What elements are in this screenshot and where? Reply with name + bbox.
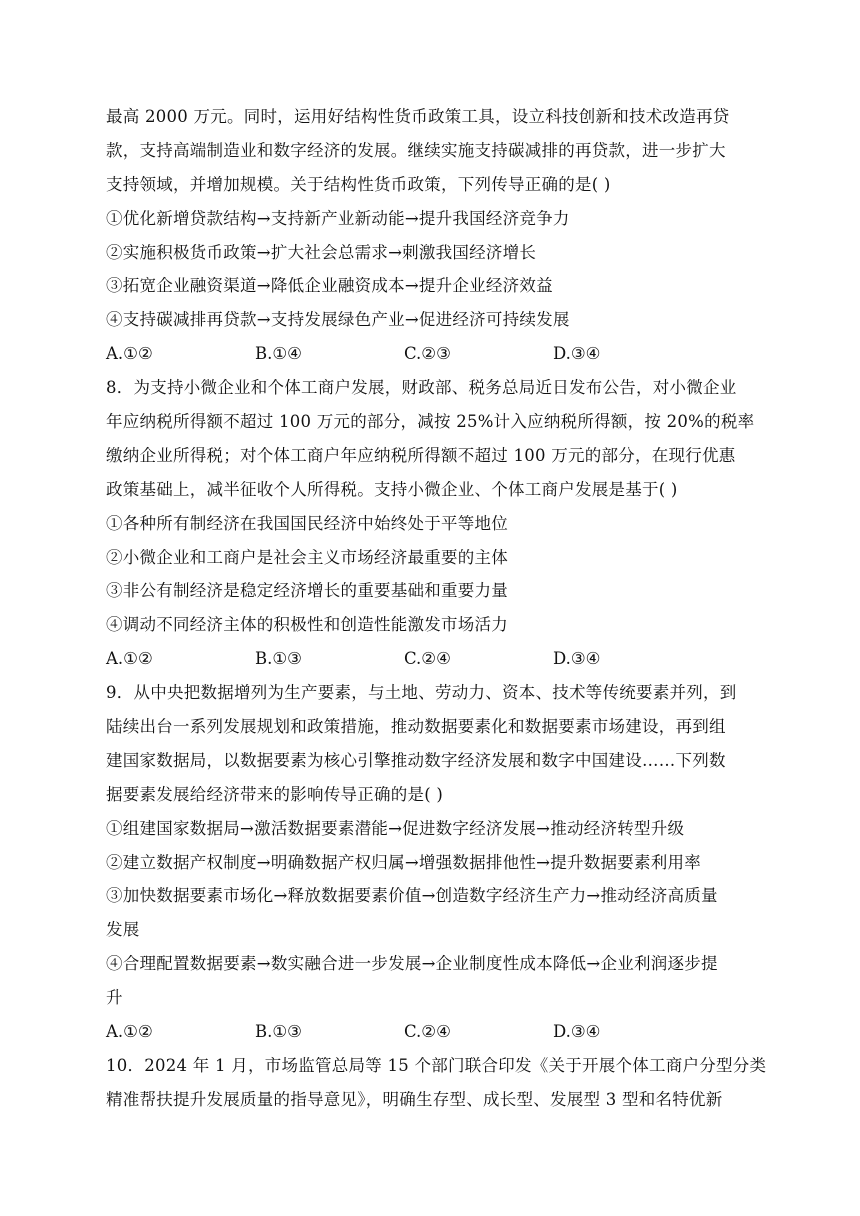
question-9 — [106, 676, 766, 1049]
answer-options — [106, 337, 766, 371]
statement-2: ②实施积极货币政策→扩大社会总需求→刺激我国经济增长 — [106, 242, 537, 262]
option-a: A.①② — [106, 649, 153, 669]
statement-1: ①各种所有制经济在我国国民经济中始终处于平等地位 — [106, 513, 508, 533]
question-text-line: 建国家数据局，以数据要素为核心引擎推动数字经济发展和数字中国建设……下列数 — [106, 750, 726, 770]
question-text-line: 年应纳税所得额不超过 100 万元的部分，减按 25%计入应纳税所得额，按 20%的税率 — [106, 412, 755, 432]
option-b: B.①③ — [255, 649, 302, 669]
question-10 — [106, 1049, 766, 1117]
statement-3-continued: 发展 — [106, 920, 140, 940]
question-text-line: 支持领域，并增加规模。关于结构性货币政策，下列传导正确的是( ) — [106, 174, 611, 194]
question-text-line: 据要素发展给经济带来的影响传导正确的是( ) — [106, 784, 444, 804]
question-text-line: 陆续出台一系列发展规划和政策措施，推动数据要素化和数据要素市场建设，再到组 — [106, 717, 726, 737]
statement-3: ③拓宽企业融资渠道→降低企业融资成本→提升企业经济效益 — [106, 276, 553, 296]
statement-3: ③加快数据要素市场化→释放数据要素价值→创造数字经济生产力→推动经济高质量 — [106, 886, 718, 906]
statement-4-continued: 升 — [106, 988, 123, 1008]
question-8 — [106, 371, 766, 676]
option-c: C.②④ — [404, 1022, 451, 1042]
option-c: C.②③ — [404, 344, 451, 364]
option-d: D.③④ — [553, 344, 601, 364]
option-d: D.③④ — [553, 1022, 601, 1042]
option-c: C.②④ — [404, 649, 451, 669]
option-a: A.①② — [106, 1022, 153, 1042]
statement-2: ②建立数据产权制度→明确数据产权归属→增强数据排他性→提升数据要素利用率 — [106, 852, 701, 872]
question-text-line: 政策基础上，减半征收个人所得税。支持小微企业、个体工商户发展是基于( ) — [106, 479, 678, 499]
answer-options — [106, 642, 766, 676]
question-text-line: 9．从中央把数据增列为生产要素，与土地、劳动力、资本、技术等传统要素并列，到 — [106, 683, 737, 703]
answer-options — [106, 1015, 766, 1049]
statement-4: ④调动不同经济主体的积极性和创造性能激发市场活力 — [106, 615, 508, 635]
statement-4: ④合理配置数据要素→数实融合进一步发展→企业制度性成本降低→企业利润逐步提 — [106, 954, 718, 974]
document-page — [106, 100, 766, 1117]
statement-1: ①优化新增贷款结构→支持新产业新动能→提升我国经济竞争力 — [106, 208, 570, 228]
option-b: B.①④ — [255, 344, 302, 364]
question-text-line: 最高 2000 万元。同时，运用好结构性货币政策工具，设立科技创新和技术改造再贷 — [106, 107, 730, 126]
statement-2: ②小微企业和工商户是社会主义市场经济最重要的主体 — [106, 547, 508, 567]
option-a: A.①② — [106, 344, 153, 364]
option-b: B.①③ — [255, 1022, 302, 1042]
question-7 — [106, 100, 766, 371]
option-d: D.③④ — [553, 649, 601, 669]
statement-4: ④支持碳减排再贷款→支持发展绿色产业→促进经济可持续发展 — [106, 310, 570, 330]
statement-1: ①组建国家数据局→激活数据要素潜能→促进数字经济发展→推动经济转型升级 — [106, 818, 685, 838]
question-text-line: 缴纳企业所得税；对个体工商户年应纳税所得额不超过 100 万元的部分，在现行优惠 — [106, 445, 736, 465]
question-text-line: 款，支持高端制造业和数字经济的发展。继续实施支持碳减排的再贷款，进一步扩大 — [106, 140, 726, 160]
question-text-line: 精准帮扶提升发展质量的指导意见》，明确生存型、成长型、发展型 3 型和名特优新 — [106, 1089, 723, 1109]
statement-3: ③非公有制经济是稳定经济增长的重要基础和重要力量 — [106, 581, 508, 601]
question-text-line: 10．2024 年 1 月，市场监管总局等 15 个部门联合印发《关于开展个体工商户分型分类 — [106, 1055, 767, 1075]
question-text-line: 8．为支持小微企业和个体工商户发展，财政部、税务总局近日发布公告，对小微企业 — [106, 378, 737, 398]
